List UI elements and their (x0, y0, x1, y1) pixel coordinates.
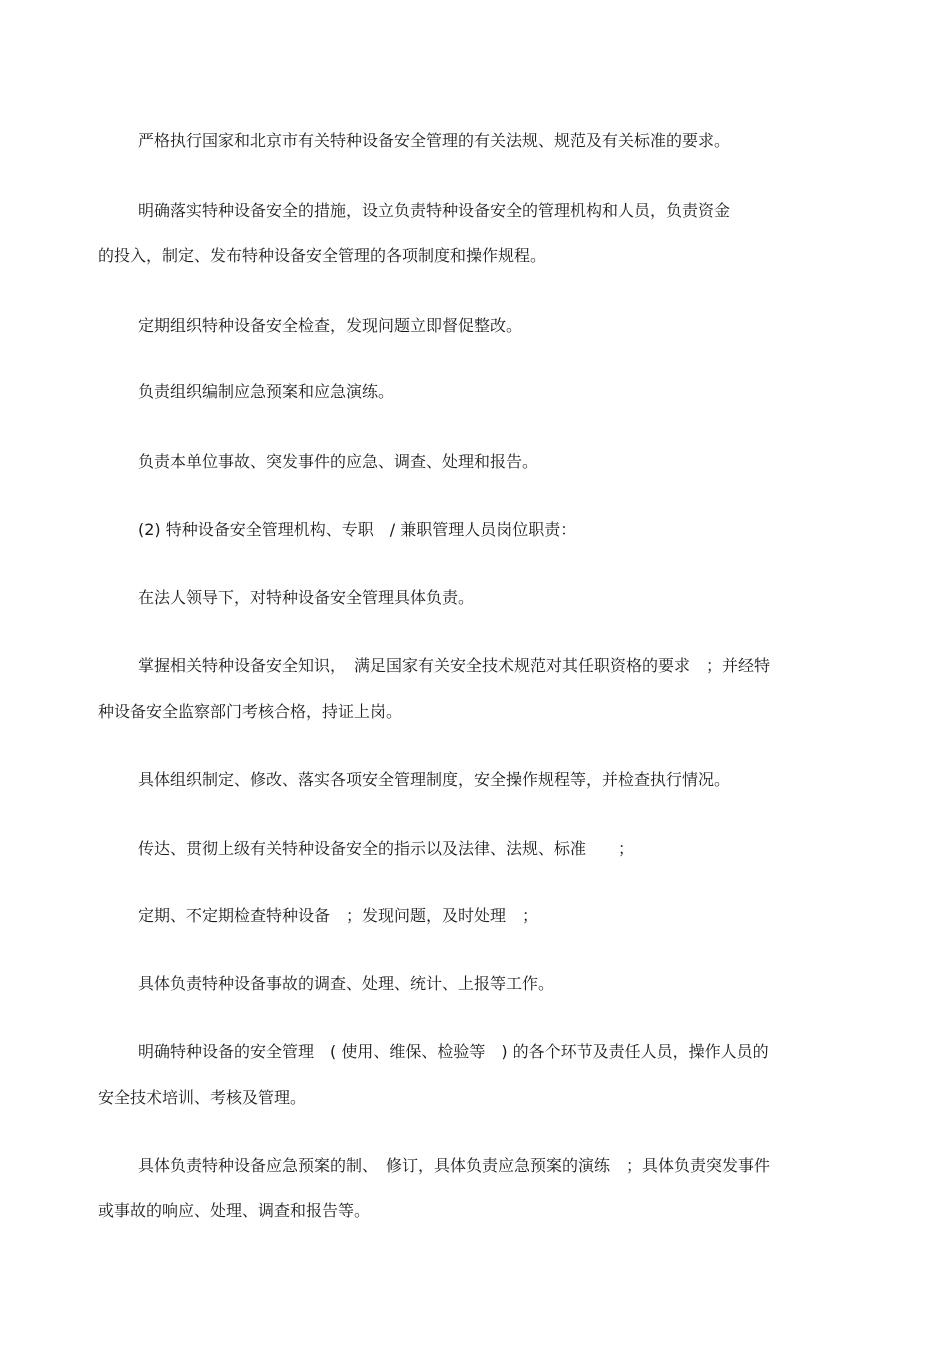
para-7-line-1: 在法人领导下，对特种设备安全管理具体负责。 (138, 588, 475, 607)
para-14-line-1: 具体负责特种设备应急预案的制、 修订，具体负责应急预案的演练 ；具体负责突发事件 (138, 1156, 771, 1175)
para-9-line-1: 具体组织制定、修改、落实各项安全管理制度，安全操作规程等，并检查执行情况。 (138, 770, 731, 789)
para-13-line-1: 明确特种设备的安全管理 ( 使用、维保、检验等 ) 的各个环节及责任人员，操作人员的 (138, 1042, 769, 1061)
para-3-line-1: 定期组织特种设备安全检查，发现问题立即督促整改。 (138, 316, 523, 335)
para-12-line-1: 具体负责特种设备事故的调查、处理、统计、上报等工作。 (138, 974, 555, 993)
para-5-line-1: 负责本单位事故、突发事件的应急、调查、处理和报告。 (138, 452, 539, 471)
para-1-line-1: 严格执行国家和北京市有关特种设备安全管理的有关法规、规范及有关标准的要求。 (138, 131, 731, 150)
para-8-line-2: 种设备安全监察部门考核合格，持证上岗。 (98, 702, 403, 721)
para-8-line-1: 掌握相关特种设备安全知识， 满足国家有关安全技术规范对其任职资格的要求 ；并经特 (138, 656, 771, 675)
para-6-line-1: (2) 特种设备安全管理机构、专职 / 兼职管理人员岗位职责： (138, 520, 577, 539)
para-2-line-2: 的投入，制定、发布特种设备安全管理的各项制度和操作规程。 (98, 246, 547, 265)
para-10-line-1: 传达、贯彻上级有关特种设备安全的指示以及法律、法规、标准 ； (138, 839, 635, 858)
para-13-line-2: 安全技术培训、考核及管理。 (98, 1088, 307, 1107)
para-4-line-1: 负责组织编制应急预案和应急演练。 (138, 382, 395, 401)
para-14-line-2: 或事故的响应、处理、调查和报告等。 (98, 1201, 371, 1220)
para-2-line-1: 明确落实特种设备安全的措施，设立负责特种设备安全的管理机构和人员，负责资金 (138, 201, 731, 220)
para-11-line-1: 定期、不定期检查特种设备 ；发现问题，及时处理 ； (138, 906, 539, 925)
